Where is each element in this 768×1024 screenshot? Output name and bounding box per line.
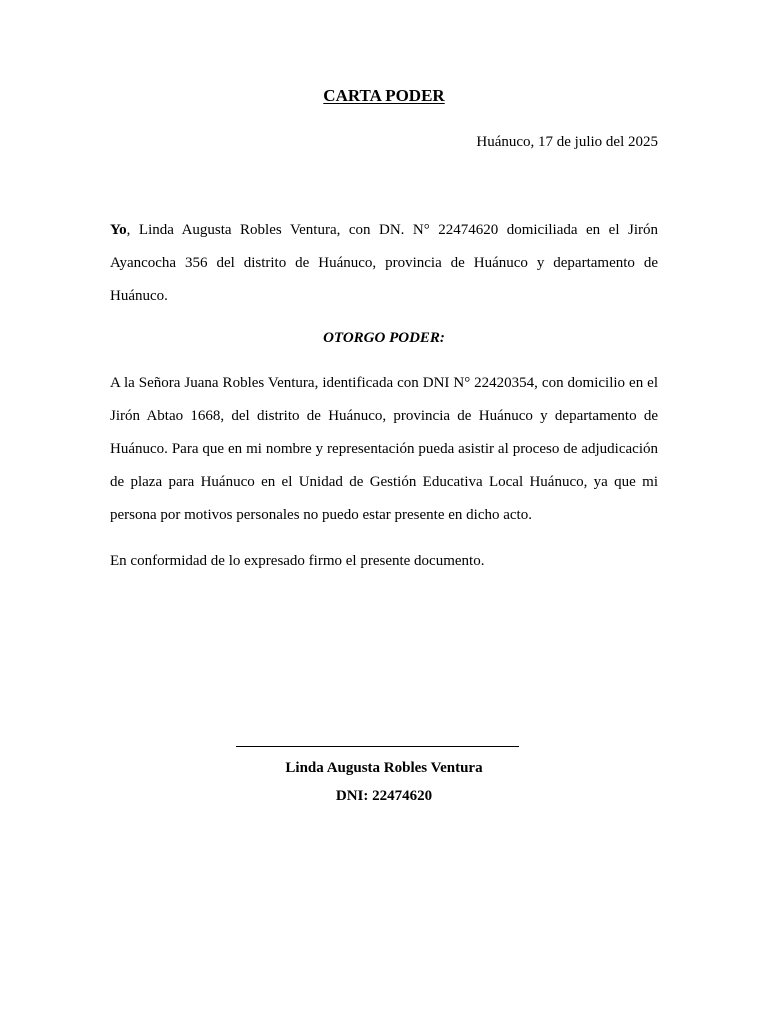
signature-dni: DNI: 22474620 — [335, 788, 433, 804]
document-title: CARTA PODER — [323, 86, 445, 105]
signature-name: Linda Augusta Robles Ventura — [285, 760, 483, 776]
paragraph-grant: A la Señora Juana Robles Ventura, identificada con DNI N° 22420354, con domicilio en el Jirón Abtao 1668, del distrito de Huánuco, provincia de Huánuco y departamento de Huánuco. Para que en mi nombre y representación pueda asistir al proceso de adjudicación de plaza para Huánuco en el Unidad de Gestión Educativa Local Huánuco, ya que mi persona por motivos personales no puedo estar presente en dicho acto. — [110, 375, 658, 523]
paragraph-lead: Yo — [110, 222, 127, 238]
section-heading: OTORGO PODER: — [323, 330, 445, 346]
date-line: Huánuco, 17 de julio del 2025 — [476, 134, 658, 150]
paragraph-closing: En conformidad de lo expresado firmo el presente documento. — [110, 553, 485, 569]
paragraph-declarant-text: , Linda Augusta Robles Ventura, con DN. N° 22474620 domiciliada en el Jirón Ayancocha 356 del distrito de Huánuco, provincia de Huánuco y departamento de Huánuco. — [110, 222, 658, 304]
signature-line — [236, 746, 519, 747]
paragraph-declarant — [110, 214, 658, 313]
